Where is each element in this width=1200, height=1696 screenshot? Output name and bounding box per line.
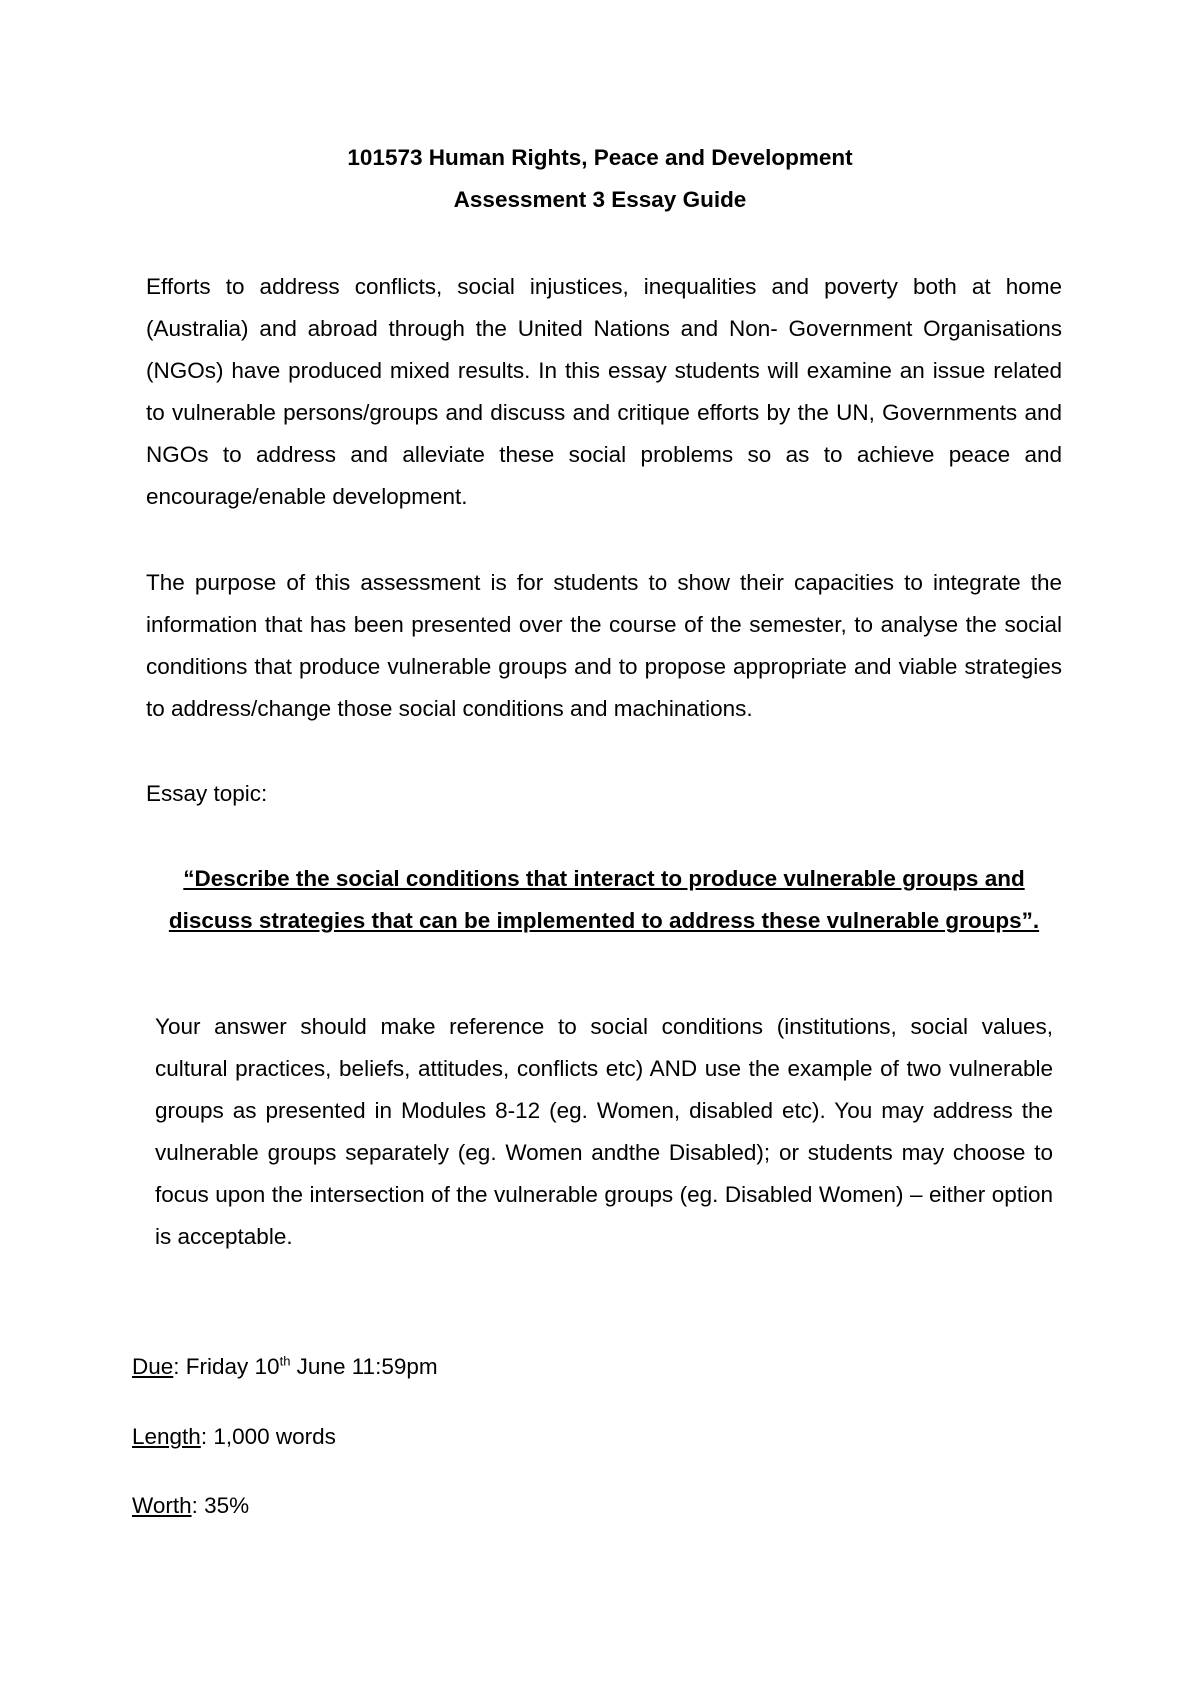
essay-topic-label: Essay topic: — [146, 781, 268, 806]
document-title: Assessment 3 Essay Guide — [453, 187, 747, 212]
answer-paragraph: Your answer should make reference to social conditions (institutions, social values, cultural practices, beliefs, attitudes, conflicts etc) AND use the example of two vulnerable groups as presented in Modules 8-12 (eg. Women, disabled etc). You may address the vulnerable groups separately (eg. Women andthe Disabled); or students may choose to focus upon the intersection of the vulnerable groups (eg. Disabled Women) – either option is acceptable. — [155, 1014, 1053, 1249]
due-label: Due — [132, 1354, 174, 1379]
worth-value: : 35% — [191, 1493, 250, 1518]
length-label: Length — [132, 1424, 201, 1449]
worth-label: Worth — [132, 1493, 192, 1518]
worth-line — [132, 1491, 249, 1521]
intro-paragraph: Efforts to address conflicts, social injustices, inequalities and poverty both at home (Australia) and abroad through the United Nations and Non- Government Organisations (NGOs) have produced mixed results. In this essay students will examine an issue related to vulnerable persons/groups and discuss and critique efforts by the UN, Governments and NGOs to address and alleviate these social problems so as to achieve peace and encourage/enable development. — [146, 274, 1062, 509]
length-value: : 1,000 words — [200, 1424, 336, 1449]
due-value: : Friday 10 — [173, 1354, 280, 1379]
due-line — [132, 1352, 438, 1382]
due-value-rest: June 11:59pm — [290, 1354, 438, 1379]
essay-topic: “Describe the social conditions that interact to produce vulnerable groups and discuss strategies that can be implemented to address these vulnerable groups”. — [168, 866, 1040, 933]
purpose-paragraph: The purpose of this assessment is for students to show their capacities to integrate the information that has been presented over the course of the semester, to analyse the social conditions that produce vulnerable groups and to propose appropriate and viable strategies to address/change those social conditions and machinations. — [146, 570, 1062, 721]
course-title: 101573 Human Rights, Peace and Development — [347, 145, 853, 170]
length-line — [132, 1422, 336, 1452]
due-superscript: th — [279, 1353, 291, 1369]
